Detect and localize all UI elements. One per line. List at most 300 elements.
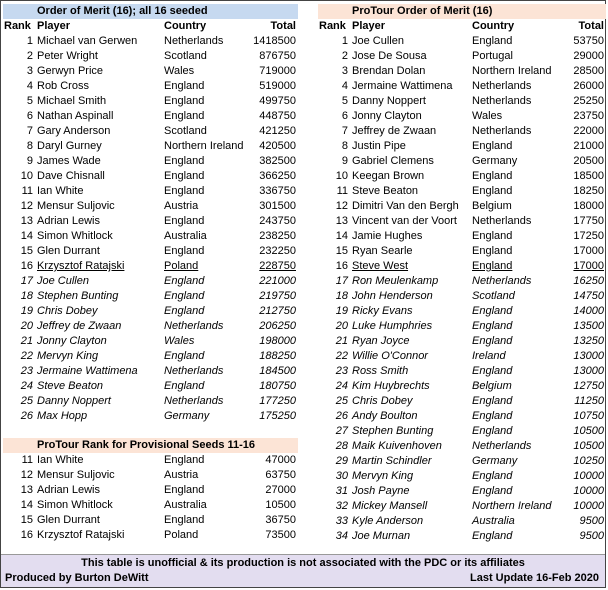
order-of-merit-row xyxy=(3,349,298,364)
order-of-merit-row xyxy=(3,394,298,409)
order-of-merit-cell-rank: 9 xyxy=(26,155,33,167)
protour-cell-country: Northern Ireland xyxy=(472,65,552,77)
protour-row xyxy=(318,274,606,289)
provisional-cell-total: 27000 xyxy=(265,484,296,496)
protour-cell-player: Jose De Sousa xyxy=(352,50,427,62)
protour-row xyxy=(318,334,606,349)
order-of-merit-row xyxy=(3,169,298,184)
protour-row xyxy=(318,34,606,49)
order-of-merit-row xyxy=(3,64,298,79)
provisional-cell-player: Glen Durrant xyxy=(37,514,100,526)
order-of-merit-cell-player: Daryl Gurney xyxy=(37,140,102,152)
protour-row xyxy=(318,154,606,169)
order-of-merit-cell-total: 175250 xyxy=(259,410,296,422)
order-of-merit-cell-rank: 3 xyxy=(26,65,33,77)
protour-cell-country: England xyxy=(472,185,513,197)
protour-cell-country: England xyxy=(472,245,513,257)
protour-row xyxy=(318,139,606,154)
order-of-merit-cell-total: 238250 xyxy=(259,230,296,242)
protour-cell-total: 13500 xyxy=(573,320,604,332)
order-of-merit-cell-total: 232250 xyxy=(259,245,296,257)
order-of-merit-cell-rank: 1 xyxy=(26,35,33,47)
order-of-merit-cell-country: England xyxy=(164,305,205,317)
order-of-merit-cell-country: England xyxy=(164,350,205,362)
order-of-merit-cell-total: 228750 xyxy=(259,260,296,272)
protour-cell-country: Netherlands xyxy=(472,125,532,137)
protour-cell-country: Germany xyxy=(472,455,518,467)
protour-row xyxy=(318,364,606,379)
footer xyxy=(1,554,605,587)
protour-row xyxy=(318,184,606,199)
order-of-merit-cell-country: England xyxy=(164,290,205,302)
provisional-cell-player: Ian White xyxy=(37,454,84,466)
protour-cell-total: 10500 xyxy=(573,425,604,437)
order-of-merit-cell-player: Steve Beaton xyxy=(37,380,104,392)
provisional-seeds-title: ProTour Rank for Provisional Seeds 11-16 xyxy=(3,438,298,453)
protour-cell-player: Jamie Hughes xyxy=(352,230,423,242)
order-of-merit-cell-player: Adrian Lewis xyxy=(37,215,100,227)
protour-cell-total: 12750 xyxy=(573,380,604,392)
order-of-merit-cell-player: Dave Chisnall xyxy=(37,170,105,182)
protour-cell-rank: 2 xyxy=(341,50,348,62)
order-of-merit-cell-rank: 4 xyxy=(26,80,33,92)
protour-cell-player: Jermaine Wattimena xyxy=(352,80,453,92)
protour-cell-total: 22000 xyxy=(573,125,604,137)
protour-cell-player: Ryan Joyce xyxy=(352,335,410,347)
protour-cell-player: Jeffrey de Zwaan xyxy=(352,125,437,137)
protour-row xyxy=(318,49,606,64)
order-of-merit-cell-player: Jonny Clayton xyxy=(37,335,107,347)
provisional-cell-rank: 15 xyxy=(20,514,33,526)
order-of-merit-cell-country: Northern Ireland xyxy=(164,140,244,152)
header-rank: Rank xyxy=(4,20,31,32)
protour-cell-total: 25250 xyxy=(573,95,604,107)
order-of-merit-cell-player: Michael Smith xyxy=(37,95,107,107)
protour-cell-player: Maik Kuivenhoven xyxy=(352,440,442,452)
order-of-merit-cell-player: Jeffrey de Zwaan xyxy=(37,320,122,332)
protour-cell-rank: 10 xyxy=(335,170,348,182)
order-of-merit-cell-total: 719000 xyxy=(259,65,296,77)
provisional-cell-total: 47000 xyxy=(265,454,296,466)
header-country: Country xyxy=(164,20,207,32)
order-of-merit-cell-rank: 23 xyxy=(20,365,33,377)
protour-row xyxy=(318,94,606,109)
provisional-row xyxy=(3,453,298,468)
order-of-merit-cell-rank: 24 xyxy=(20,380,33,392)
protour-cell-total: 10000 xyxy=(573,500,604,512)
protour-cell-rank: 8 xyxy=(341,140,348,152)
protour-title: ProTour Order of Merit (16) xyxy=(318,4,606,19)
header-country: Country xyxy=(472,20,515,32)
protour-table xyxy=(318,4,606,544)
order-of-merit-cell-total: 206250 xyxy=(259,320,296,332)
order-of-merit-cell-rank: 19 xyxy=(20,305,33,317)
protour-cell-country: Australia xyxy=(472,515,515,527)
protour-cell-country: England xyxy=(472,485,513,497)
protour-row xyxy=(318,124,606,139)
protour-cell-rank: 4 xyxy=(341,80,348,92)
order-of-merit-cell-player: Mensur Suljovic xyxy=(37,200,115,212)
order-of-merit-cell-country: Poland xyxy=(164,260,199,272)
order-of-merit-cell-player: Ian White xyxy=(37,185,84,197)
protour-cell-total: 10750 xyxy=(573,410,604,422)
protour-cell-player: Kyle Anderson xyxy=(352,515,424,527)
protour-cell-player: Jonny Clayton xyxy=(352,110,422,122)
protour-cell-player: Stephen Bunting xyxy=(352,425,434,437)
protour-cell-rank: 23 xyxy=(335,365,348,377)
order-of-merit-cell-player: Chris Dobey xyxy=(37,305,98,317)
order-of-merit-row xyxy=(3,274,298,289)
protour-cell-player: Mervyn King xyxy=(352,470,414,482)
order-of-merit-cell-country: Scotland xyxy=(164,50,207,62)
header-total: Total xyxy=(578,20,604,32)
protour-cell-player: Steve Beaton xyxy=(352,185,419,197)
protour-cell-player: Dimitri Van den Bergh xyxy=(352,200,459,212)
protour-cell-rank: 16 xyxy=(335,260,348,272)
provisional-cell-rank: 14 xyxy=(20,499,33,511)
order-of-merit-title: Order of Merit (16); all 16 seeded xyxy=(3,4,298,19)
protour-cell-country: England xyxy=(472,230,513,242)
order-of-merit-cell-player: Mervyn King xyxy=(37,350,99,362)
order-of-merit-row xyxy=(3,34,298,49)
protour-cell-total: 14750 xyxy=(573,290,604,302)
provisional-cell-total: 10500 xyxy=(265,499,296,511)
provisional-row xyxy=(3,468,298,483)
protour-cell-rank: 15 xyxy=(335,245,348,257)
order-of-merit-row xyxy=(3,214,298,229)
protour-cell-rank: 31 xyxy=(335,485,348,497)
protour-cell-rank: 34 xyxy=(335,530,348,542)
protour-cell-rank: 24 xyxy=(335,380,348,392)
order-of-merit-cell-country: England xyxy=(164,245,205,257)
order-of-merit-row xyxy=(3,139,298,154)
protour-cell-country: England xyxy=(472,305,513,317)
order-of-merit-cell-country: England xyxy=(164,215,205,227)
order-of-merit-cell-total: 212750 xyxy=(259,305,296,317)
protour-row xyxy=(318,394,606,409)
provisional-seeds-table xyxy=(3,438,298,543)
protour-cell-player: Danny Noppert xyxy=(352,95,426,107)
order-of-merit-cell-player: Peter Wright xyxy=(37,50,98,62)
protour-cell-rank: 27 xyxy=(335,425,348,437)
protour-cell-player: Kim Huybrechts xyxy=(352,380,430,392)
protour-cell-rank: 12 xyxy=(335,200,348,212)
order-of-merit-cell-rank: 2 xyxy=(26,50,33,62)
protour-cell-total: 18250 xyxy=(573,185,604,197)
order-of-merit-cell-player: Rob Cross xyxy=(37,80,89,92)
provisional-cell-rank: 12 xyxy=(20,469,33,481)
order-of-merit-cell-rank: 21 xyxy=(20,335,33,347)
order-of-merit-cell-total: 221000 xyxy=(259,275,296,287)
provisional-cell-player: Adrian Lewis xyxy=(37,484,100,496)
protour-cell-country: England xyxy=(472,320,513,332)
order-of-merit-cell-country: England xyxy=(164,95,205,107)
last-update: Last Update 16-Feb 2020 xyxy=(470,572,599,584)
order-of-merit-cell-player: Simon Whitlock xyxy=(37,230,113,242)
protour-cell-player: Martin Schindler xyxy=(352,455,432,467)
protour-cell-total: 13000 xyxy=(573,350,604,362)
protour-cell-total: 10500 xyxy=(573,440,604,452)
order-of-merit-cell-country: England xyxy=(164,170,205,182)
protour-cell-country: England xyxy=(472,530,513,542)
protour-row xyxy=(318,244,606,259)
provisional-cell-country: England xyxy=(164,484,205,496)
protour-cell-rank: 6 xyxy=(341,110,348,122)
protour-cell-total: 17000 xyxy=(573,245,604,257)
protour-cell-total: 21000 xyxy=(573,140,604,152)
protour-cell-rank: 28 xyxy=(335,440,348,452)
protour-cell-rank: 20 xyxy=(335,320,348,332)
protour-cell-rank: 5 xyxy=(341,95,348,107)
protour-row xyxy=(318,499,606,514)
header-rank: Rank xyxy=(319,20,346,32)
protour-cell-player: Ross Smith xyxy=(352,365,409,377)
protour-row xyxy=(318,199,606,214)
protour-cell-rank: 18 xyxy=(335,290,348,302)
provisional-cell-total: 63750 xyxy=(265,469,296,481)
protour-cell-country: England xyxy=(472,425,513,437)
order-of-merit-cell-total: 366250 xyxy=(259,170,296,182)
protour-cell-country: England xyxy=(472,365,513,377)
order-of-merit-row xyxy=(3,229,298,244)
protour-cell-player: Brendan Dolan xyxy=(352,65,426,77)
order-of-merit-cell-country: England xyxy=(164,155,205,167)
order-of-merit-cell-rank: 5 xyxy=(26,95,33,107)
disclaimer-text: This table is unofficial & its production is not associated with the PDC or its affiliates xyxy=(81,557,525,569)
protour-cell-country: Belgium xyxy=(472,380,512,392)
protour-cell-rank: 22 xyxy=(335,350,348,362)
order-of-merit-cell-player: Joe Cullen xyxy=(37,275,89,287)
protour-cell-total: 16250 xyxy=(573,275,604,287)
order-of-merit-cell-total: 519000 xyxy=(259,80,296,92)
protour-cell-total: 18000 xyxy=(573,200,604,212)
protour-cell-total: 10250 xyxy=(573,455,604,467)
order-of-merit-cell-country: England xyxy=(164,380,205,392)
order-of-merit-cell-player: Stephen Bunting xyxy=(37,290,119,302)
order-of-merit-cell-rank: 14 xyxy=(20,230,33,242)
protour-cell-player: Willie O'Connor xyxy=(352,350,428,362)
producer-credit: Produced by Burton DeWitt xyxy=(5,572,149,584)
protour-cell-total: 9500 xyxy=(579,530,604,542)
provisional-cell-player: Simon Whitlock xyxy=(37,499,113,511)
order-of-merit-cell-country: Austria xyxy=(164,200,199,212)
protour-cell-total: 29000 xyxy=(573,50,604,62)
protour-cell-rank: 17 xyxy=(335,275,348,287)
order-of-merit-cell-total: 876750 xyxy=(259,50,296,62)
protour-cell-rank: 3 xyxy=(341,65,348,77)
order-of-merit-cell-player: James Wade xyxy=(37,155,101,167)
order-of-merit-row xyxy=(3,379,298,394)
order-of-merit-cell-player: Krzysztof Ratajski xyxy=(37,260,125,272)
header-player: Player xyxy=(37,20,71,32)
protour-row xyxy=(318,529,606,544)
protour-cell-country: Germany xyxy=(472,155,518,167)
protour-row xyxy=(318,424,606,439)
order-of-merit-cell-total: 499750 xyxy=(259,95,296,107)
protour-cell-player: Chris Dobey xyxy=(352,395,413,407)
order-of-merit-row xyxy=(3,409,298,424)
protour-cell-total: 10000 xyxy=(573,485,604,497)
protour-cell-total: 13000 xyxy=(573,365,604,377)
order-of-merit-table xyxy=(3,4,298,424)
order-of-merit-cell-player: Michael van Gerwen xyxy=(37,35,138,47)
provisional-cell-rank: 16 xyxy=(20,529,33,541)
order-of-merit-cell-player: Max Hopp xyxy=(37,410,88,422)
protour-cell-country: Netherlands xyxy=(472,275,532,287)
order-of-merit-row xyxy=(3,289,298,304)
protour-cell-rank: 1 xyxy=(341,35,348,47)
provisional-row xyxy=(3,498,298,513)
protour-row xyxy=(318,169,606,184)
order-of-merit-cell-total: 421250 xyxy=(259,125,296,137)
order-of-merit-row xyxy=(3,94,298,109)
order-of-merit-cell-country: Wales xyxy=(164,335,195,347)
protour-cell-country: Netherlands xyxy=(472,80,532,92)
protour-cell-rank: 11 xyxy=(336,185,348,197)
protour-cell-total: 10000 xyxy=(573,470,604,482)
protour-cell-rank: 26 xyxy=(335,410,348,422)
provisional-row xyxy=(3,483,298,498)
protour-cell-total: 11250 xyxy=(574,395,604,407)
order-of-merit-row xyxy=(3,259,298,274)
protour-row xyxy=(318,64,606,79)
order-of-merit-cell-rank: 26 xyxy=(20,410,33,422)
protour-cell-player: John Henderson xyxy=(352,290,433,302)
provisional-cell-player: Krzysztof Ratajski xyxy=(37,529,125,541)
protour-cell-player: Justin Pipe xyxy=(352,140,406,152)
order-of-merit-cell-total: 382500 xyxy=(259,155,296,167)
provisional-cell-rank: 13 xyxy=(20,484,33,496)
order-of-merit-cell-country: Netherlands xyxy=(164,320,224,332)
order-of-merit-cell-country: Netherlands xyxy=(164,395,224,407)
protour-cell-player: Vincent van der Voort xyxy=(352,215,457,227)
protour-cell-player: Keegan Brown xyxy=(352,170,425,182)
provisional-cell-player: Mensur Suljovic xyxy=(37,469,115,481)
protour-cell-country: England xyxy=(472,260,513,272)
provisional-cell-rank: 11 xyxy=(21,454,33,466)
order-of-merit-cell-country: Wales xyxy=(164,65,195,77)
protour-cell-total: 17250 xyxy=(573,230,604,242)
order-of-merit-cell-player: Gary Anderson xyxy=(37,125,111,137)
order-of-merit-cell-rank: 15 xyxy=(20,245,33,257)
protour-cell-country: England xyxy=(472,35,513,47)
protour-cell-country: Wales xyxy=(472,110,503,122)
order-of-merit-cell-rank: 7 xyxy=(26,125,33,137)
protour-cell-country: Northern Ireland xyxy=(472,500,552,512)
order-of-merit-row xyxy=(3,334,298,349)
provisional-cell-country: England xyxy=(164,454,205,466)
order-of-merit-cell-country: England xyxy=(164,275,205,287)
provisional-cell-country: England xyxy=(164,514,205,526)
protour-cell-player: Mickey Mansell xyxy=(352,500,428,512)
order-of-merit-cell-rank: 16 xyxy=(20,260,33,272)
protour-cell-rank: 33 xyxy=(335,515,348,527)
order-of-merit-cell-country: Netherlands xyxy=(164,35,224,47)
protour-row xyxy=(318,454,606,469)
protour-cell-player: Luke Humphries xyxy=(352,320,433,332)
order-of-merit-cell-country: Scotland xyxy=(164,125,207,137)
protour-cell-country: Portugal xyxy=(472,50,513,62)
protour-cell-rank: 29 xyxy=(335,455,348,467)
protour-cell-total: 9500 xyxy=(579,515,604,527)
protour-cell-rank: 9 xyxy=(341,155,348,167)
order-of-merit-cell-total: 1418500 xyxy=(253,35,296,47)
protour-cell-rank: 13 xyxy=(335,215,348,227)
order-of-merit-row xyxy=(3,124,298,139)
protour-row xyxy=(318,289,606,304)
protour-row xyxy=(318,79,606,94)
order-of-merit-cell-rank: 22 xyxy=(20,350,33,362)
order-of-merit-cell-rank: 12 xyxy=(20,200,33,212)
order-of-merit-row xyxy=(3,304,298,319)
order-of-merit-cell-total: 198000 xyxy=(259,335,296,347)
protour-cell-rank: 30 xyxy=(335,470,348,482)
protour-cell-player: Ricky Evans xyxy=(352,305,413,317)
protour-row xyxy=(318,379,606,394)
order-of-merit-cell-country: Netherlands xyxy=(164,365,224,377)
order-of-merit-cell-total: 336750 xyxy=(259,185,296,197)
protour-cell-rank: 19 xyxy=(335,305,348,317)
protour-cell-country: Scotland xyxy=(472,290,515,302)
provisional-cell-total: 36750 xyxy=(265,514,296,526)
order-of-merit-cell-rank: 13 xyxy=(20,215,33,227)
protour-cell-rank: 21 xyxy=(335,335,348,347)
provisional-cell-country: Austria xyxy=(164,469,199,481)
order-of-merit-cell-total: 180750 xyxy=(259,380,296,392)
order-of-merit-cell-total: 301500 xyxy=(259,200,296,212)
order-of-merit-cell-total: 448750 xyxy=(259,110,296,122)
protour-cell-country: England xyxy=(472,395,513,407)
order-of-merit-cell-total: 184500 xyxy=(259,365,296,377)
protour-cell-country: England xyxy=(472,335,513,347)
protour-row xyxy=(318,214,606,229)
protour-cell-player: Ryan Searle xyxy=(352,245,413,257)
order-of-merit-row xyxy=(3,49,298,64)
order-of-merit-row xyxy=(3,244,298,259)
protour-cell-player: Steve West xyxy=(352,260,409,272)
protour-row xyxy=(318,259,606,274)
provisional-cell-country: Poland xyxy=(164,529,199,541)
protour-row xyxy=(318,514,606,529)
order-of-merit-cell-rank: 18 xyxy=(20,290,33,302)
header-player: Player xyxy=(352,20,386,32)
protour-cell-player: Ron Meulenkamp xyxy=(352,275,439,287)
protour-row xyxy=(318,349,606,364)
protour-cell-country: England xyxy=(472,410,513,422)
order-of-merit-row xyxy=(3,109,298,124)
protour-cell-player: Joe Murnan xyxy=(352,530,411,542)
order-of-merit-cell-country: England xyxy=(164,110,205,122)
protour-cell-total: 17750 xyxy=(573,215,604,227)
protour-cell-country: England xyxy=(472,140,513,152)
provisional-row xyxy=(3,528,298,543)
order-of-merit-cell-total: 177250 xyxy=(259,395,296,407)
order-of-merit-row xyxy=(3,154,298,169)
protour-cell-total: 14000 xyxy=(573,305,604,317)
protour-cell-total: 13250 xyxy=(573,335,604,347)
protour-cell-country: Ireland xyxy=(472,350,506,362)
protour-cell-total: 26000 xyxy=(573,80,604,92)
protour-cell-total: 28500 xyxy=(573,65,604,77)
order-of-merit-cell-player: Nathan Aspinall xyxy=(37,110,114,122)
provisional-cell-total: 73500 xyxy=(265,529,296,541)
protour-cell-player: Josh Payne xyxy=(352,485,410,497)
order-of-merit-cell-total: 219750 xyxy=(259,290,296,302)
protour-cell-total: 53750 xyxy=(573,35,604,47)
order-of-merit-row xyxy=(3,184,298,199)
protour-cell-country: Netherlands xyxy=(472,440,532,452)
protour-cell-total: 23750 xyxy=(573,110,604,122)
